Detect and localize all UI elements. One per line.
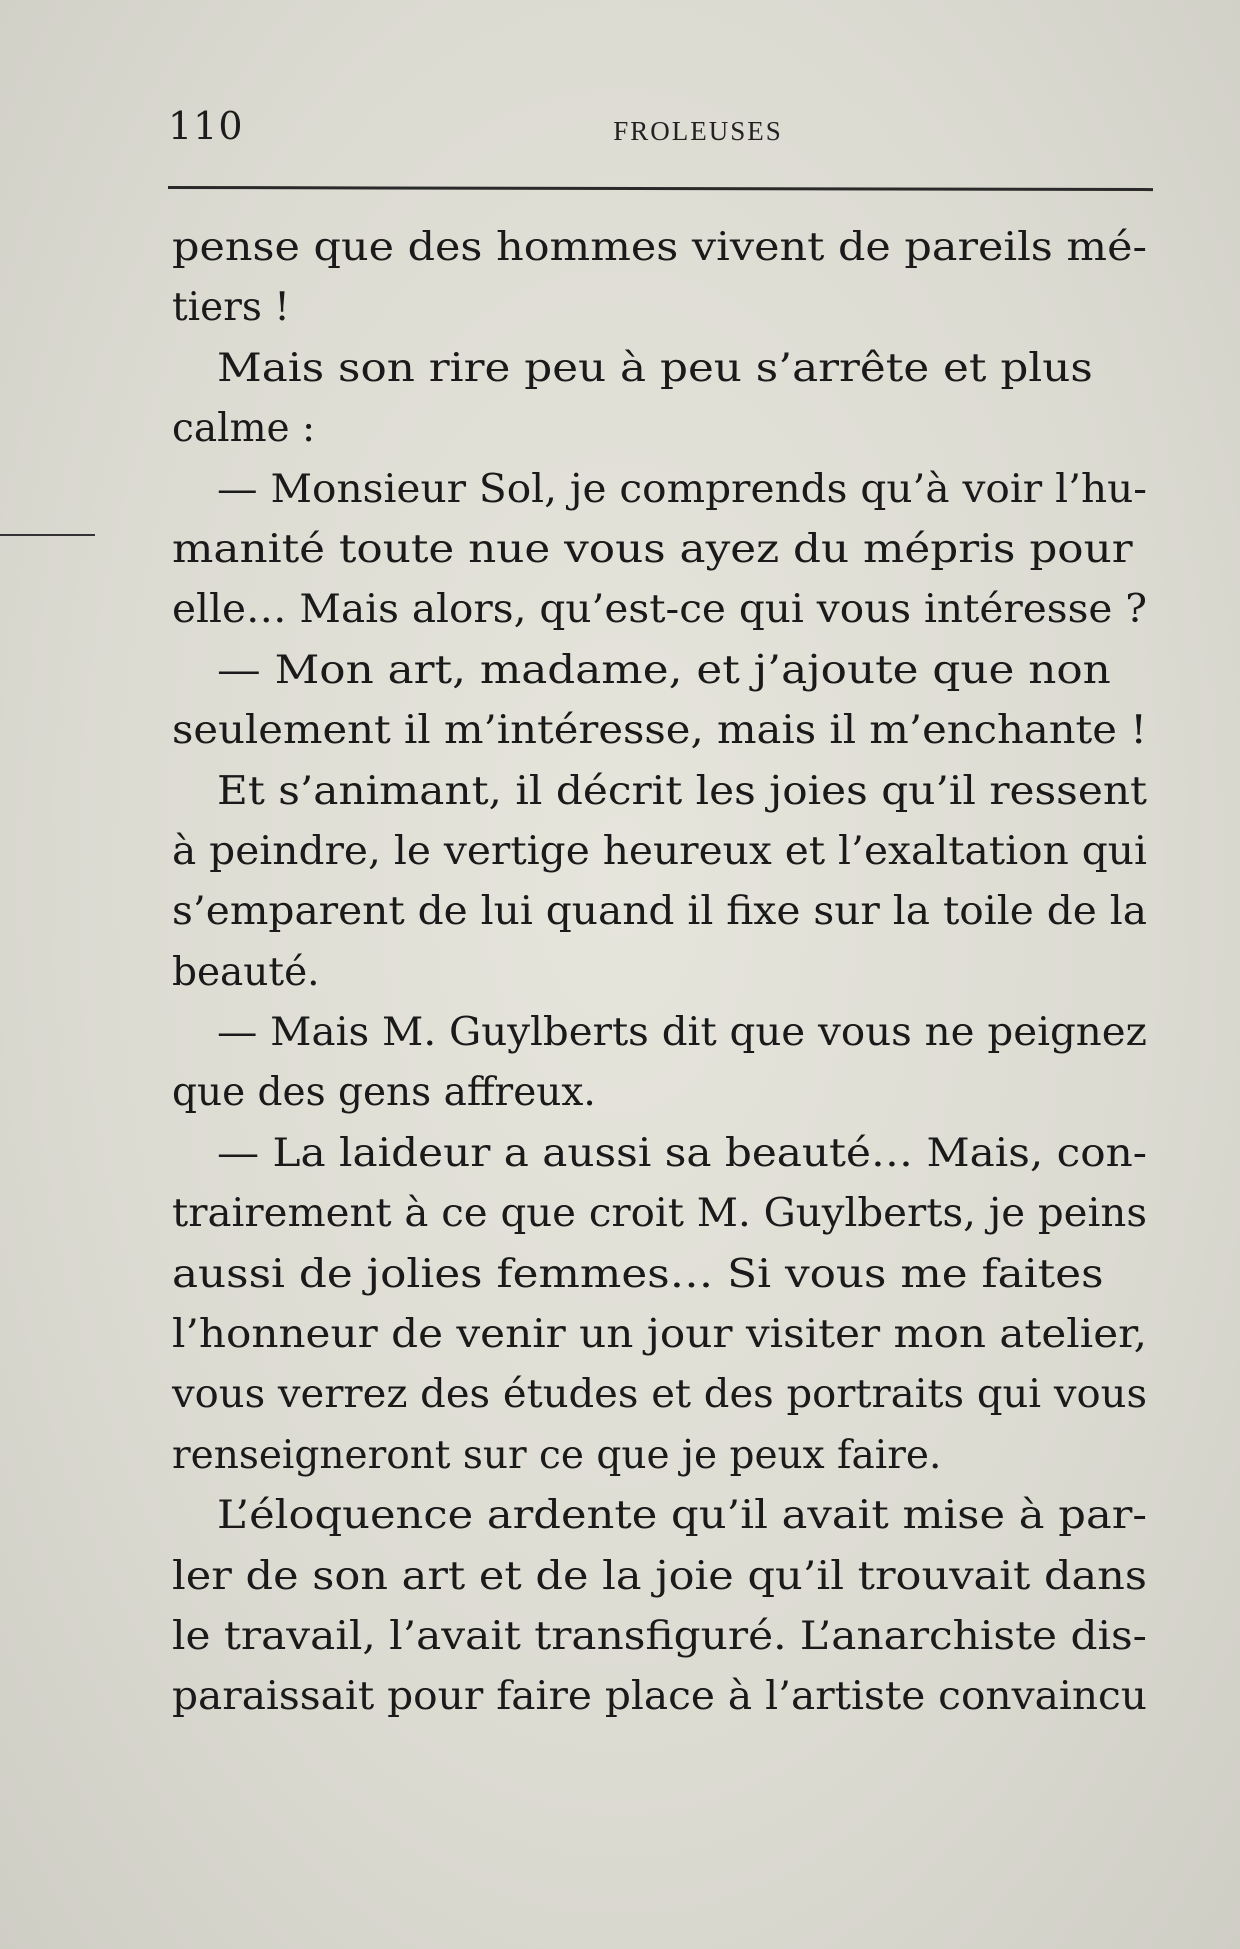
text-line (172, 1667, 1152, 1727)
text-line (172, 218, 1152, 278)
text-line-content: l’honneur de venir un jour visiter mon atelier, (172, 1312, 1148, 1358)
text-line-content: que des gens affreux. (172, 1070, 596, 1116)
page-header (168, 104, 1148, 154)
text-line (172, 520, 1152, 580)
text-line-content: vous verrez des études et des portraits qui vous (172, 1372, 1148, 1418)
text-line-content: ler de son art et de la joie qu’il trouvait dans (172, 1553, 1148, 1599)
text-line (172, 701, 1152, 761)
text-line (172, 1305, 1152, 1365)
text-line (172, 762, 1152, 822)
text-line-content: — Mais M. Guylberts dit que vous ne peignez (217, 1010, 1147, 1056)
text-line (172, 641, 1152, 701)
text-line (172, 1365, 1152, 1425)
running-head: FROLEUSES (613, 116, 783, 146)
text-line (172, 1426, 1152, 1486)
text-line (172, 1547, 1152, 1607)
text-line (172, 1486, 1152, 1546)
text-line-content: L’éloquence ardente qu’il avait mise à par- (217, 1493, 1147, 1539)
text-line-content: paraissait pour faire place à l’artiste convaincu (172, 1674, 1147, 1720)
text-line-content: — La laideur a aussi sa beauté… Mais, con- (217, 1130, 1148, 1176)
body-text (172, 218, 1152, 1728)
text-line (172, 399, 1152, 459)
text-line (172, 339, 1152, 399)
text-line-content: manité toute nue vous ayez du mépris pour (172, 526, 1133, 572)
text-line (172, 1184, 1152, 1244)
text-line-content: beauté. (172, 949, 320, 995)
text-line-content: — Monsieur Sol, je comprends qu’à voir l’hu- (217, 466, 1147, 512)
text-line (172, 1063, 1152, 1123)
text-line-content: calme : (172, 406, 316, 452)
text-line-content: elle… Mais alors, qu’est-ce qui vous intéresse ? (172, 587, 1148, 633)
text-line-content: s’emparent de lui quand il fixe sur la toile de la (172, 889, 1148, 935)
page-number: 110 (168, 104, 244, 148)
text-line-content: — Mon art, madame, et j’ajoute que non (217, 647, 1111, 693)
text-line (172, 460, 1152, 520)
text-line (172, 1003, 1152, 1063)
text-line-content: tiers ! (172, 285, 290, 331)
text-line-content: le travail, l’avait transfiguré. L’anarchiste dis- (172, 1613, 1147, 1659)
text-line (172, 1245, 1152, 1305)
header-rule (168, 186, 1153, 191)
text-line-content: Et s’animant, il décrit les joies qu’il ressent (217, 768, 1148, 814)
text-line-content: pense que des hommes vivent de pareils mé- (172, 225, 1147, 270)
text-line-content: trairement à ce que croit M. Guylberts, je peins (172, 1191, 1148, 1237)
margin-mark (0, 534, 95, 536)
text-line (172, 1124, 1152, 1184)
text-line-content: à peindre, le vertige heureux et l’exaltation qui (172, 828, 1147, 874)
text-line (172, 1607, 1152, 1667)
text-line (172, 822, 1152, 882)
text-line-content: aussi de jolies femmes… Si vous me faites (172, 1251, 1104, 1297)
text-line (172, 943, 1152, 1003)
text-line-content: seulement il m’intéresse, mais il m’enchante ! (172, 708, 1148, 754)
text-line (172, 882, 1152, 942)
text-line-content: renseigneront sur ce que je peux faire. (172, 1432, 942, 1478)
text-line (172, 278, 1152, 338)
text-line (172, 580, 1152, 640)
text-line-content: Mais son rire peu à peu s’arrête et plus (217, 345, 1093, 391)
